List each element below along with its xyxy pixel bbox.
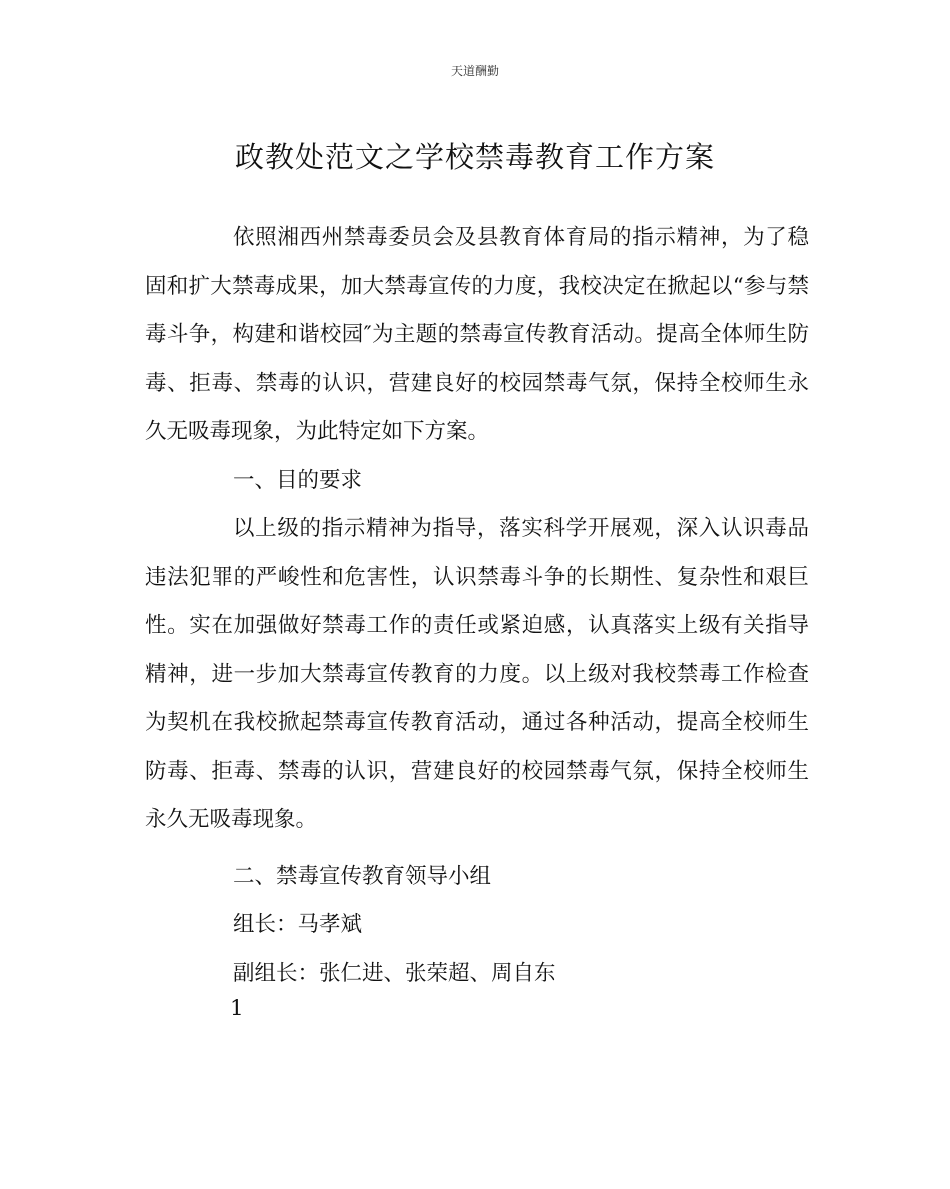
leader-line: 组长：马孝斌 [233, 912, 363, 937]
deputy-leaders-line: 副组长：张仁进、张荣超、周自东 [233, 960, 556, 986]
intro-paragraph: 依照湘西州禁毒委员会及县教育体育局的指示精神，为了稳固和扩大禁毒成果，加大禁毒宣传的力度，我校决定在掀起以“参与禁毒斗争，构建和谐校园″为主题的禁毒宣传教育活动。提高全体师生防毒、拒毒、禁毒的认识，营建良好的校园禁毒气氛，保持全校师生永久无吸毒现象，为此特定如下方案。 [145, 225, 809, 444]
section-heading-goals: 一、目的要求 [233, 467, 363, 493]
document-title: 政教处范文之学校禁毒教育工作方案 [234, 140, 715, 174]
section-heading-leadership: 二、禁毒宣传教育领导小组 [233, 863, 492, 889]
page-header: 天道酬勤 [450, 64, 499, 78]
document-body [145, 214, 809, 998]
goals-paragraph: 以上级的指示精神为指导，落实科学开展观，深入认识毒品违法犯罪的严峻性和危害性，认识禁毒斗争的长期性、复杂性和艰巨性。实在加强做好禁毒工作的责任或紧迫感，认真落实上级有关指导精神，进一步加大禁毒宣传教育的力度。以上级对我校禁毒工作检查为契机在我校掀起禁毒宣传教育活动，通过各种活动，提高全校师生防毒、拒毒、禁毒的认识，营建良好的校园禁毒气氛，保持全校师生永久无吸毒现象。 [145, 516, 809, 832]
page-number: 1 [230, 996, 244, 1021]
